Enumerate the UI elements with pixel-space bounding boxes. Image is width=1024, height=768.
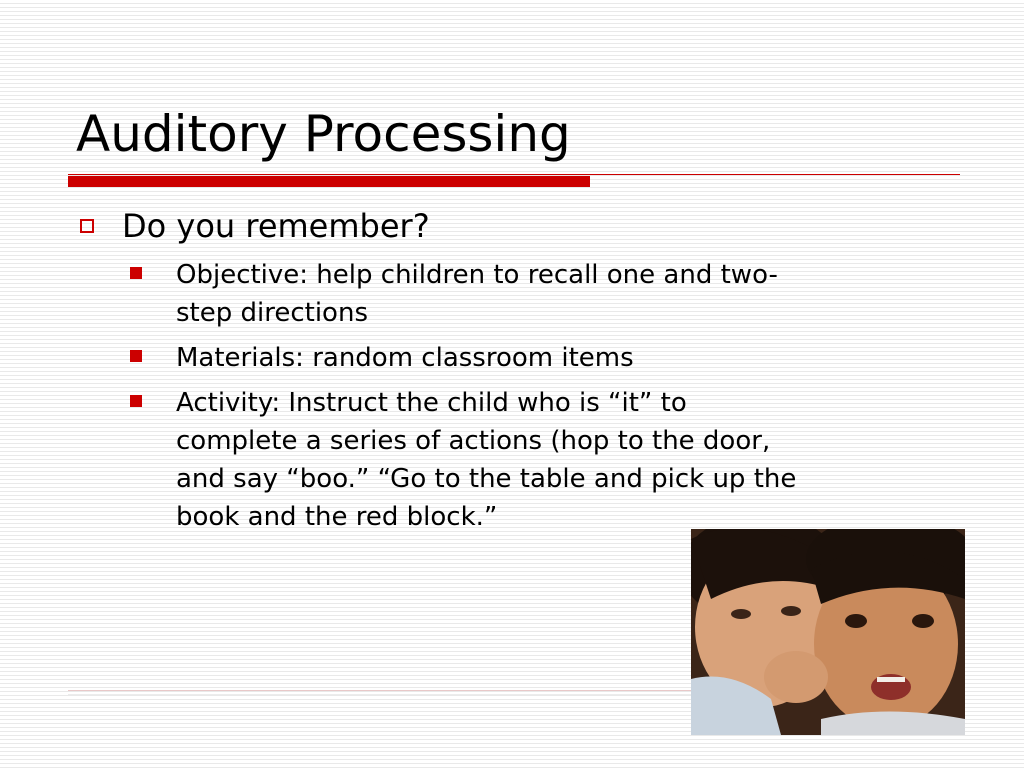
sub-bullet-objective: [130, 256, 810, 332]
sub-bullet-activity: [130, 384, 810, 536]
sub-bullet-text: Materials: random classroom items: [176, 343, 634, 373]
sub-bullet-text: Objective: help children to recall one and two-step directions: [176, 260, 778, 328]
bullet-level1-text: Do you remember?: [122, 207, 430, 245]
children-photo-image: [691, 529, 965, 735]
title-underline-thin: [68, 174, 960, 175]
sub-bullet-text: Activity: Instruct the child who is “it” to complete a series of actions (hop to the door, and say “boo.” “Go to the table and pick up the book and the red block.”: [176, 388, 797, 532]
slide-title: Auditory Processing: [76, 105, 571, 163]
sub-bullet-materials: [130, 339, 810, 377]
filled-square-bullet-icon: [130, 350, 142, 362]
children-photo: [691, 529, 965, 735]
filled-square-bullet-icon: [130, 267, 142, 279]
bullet-level1: [80, 204, 430, 248]
hollow-square-bullet-icon: [80, 219, 94, 233]
title-underline-thick: [68, 176, 590, 187]
filled-square-bullet-icon: [130, 395, 142, 407]
sub-bullet-list: [130, 256, 810, 543]
